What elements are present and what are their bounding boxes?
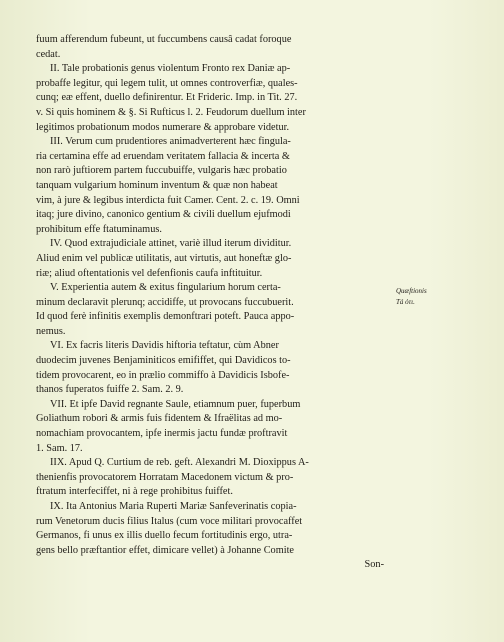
text-line: Goliathum robori & armis fuis fidentem & Ifraëlitas ad mo- [36, 413, 283, 425]
text-line: legitimos probationum modos numerare & approbare videtur. [36, 121, 290, 133]
text-line: nomachiam provocantem, ipfe inermis jactu fundæ proftravit [36, 428, 288, 440]
margin-note-line: Tá ỏτι. [396, 298, 415, 306]
text-line: cedat. [36, 48, 61, 60]
text-line: Aliud enim vel publicæ utilitatis, aut virtutis, aut honeftæ glo- [36, 252, 292, 264]
text-line: thenienfis provocatorem Horratam Macedonem victum & pro- [36, 471, 294, 483]
text-line: fuum afferendum fubeunt, ut fuccumbens causâ cadat foroque [36, 34, 292, 45]
text-line: thanos fuperatos fuiffe 2. Sam. 2. 9. [36, 384, 184, 396]
text-line: non rarò juftiorem partem fuccubuiffe, vulgaris hæc probatio [36, 165, 287, 177]
text-line: vim, à jure & legibus interdicta fuit Camer. Cent. 2. c. 19. Omni [36, 194, 300, 206]
text-line: IIX. Apud Q. Curtium de reb. geft. Alexandri M. Dioxippus A- [50, 457, 309, 469]
margin-note-line: Quæftionis [396, 287, 427, 295]
text-line: v. Si quis hominem & §. Si Rufticus l. 2. Feudorum duellum inter [36, 106, 306, 118]
margin-note [396, 286, 456, 308]
text-line: ftratum interfeciffet, ni à rege prohibitus fuiffet. [36, 486, 233, 498]
text-line: V. Experientia autem & exitus fingularium horum certa- [50, 282, 281, 294]
text-line: nemus. [36, 325, 66, 337]
text-line: prohibitum effe ftatuminamus. [36, 223, 162, 235]
text-line: VI. Ex facris literis Davidis hiftoria teftatur, cùm Abner [50, 340, 279, 352]
text-line: duodecim juvenes Benjaminiticos emififfet, qui Davidicos to- [36, 355, 291, 367]
text-line: rum Venetorum ducis filius Italus (cum voce militari provocaffet [36, 515, 303, 527]
text-line: itaq; jure divino, canonico gentium & civili duellum ejufmodi [36, 209, 291, 221]
text-line: riæ; aliud oftentationis vel defenfionis caufa inftituitur. [36, 267, 263, 279]
text-line: IX. Ita Antonius Maria Ruperti Mariæ Sanfeverinatis copia- [50, 501, 297, 512]
text-line: tanquam vulgarium hominum inventum & quæ non habeat [36, 179, 278, 191]
text-line: Germanos, fi unus ex illis duello fecum fortitudinis ergo, utra- [36, 530, 293, 542]
text-line: ria certamina effe ad eruendam veritatem fallacia & incerta & [36, 150, 290, 162]
text-line: cunq; eæ effent, duello definirentur. Et Frideric. Imp. in Tit. 27. [36, 92, 298, 104]
text-line: tidem provocarent, eo in prælio commiffo à Davidicis Isbofe- [36, 369, 290, 381]
text-line: II. Tale probationis genus violentum Fronto rex Daniæ ap- [50, 63, 291, 75]
text-line: III. Verum cum prudentiores animadverterent hæc fingula- [50, 136, 291, 148]
page-text [36, 33, 396, 573]
catchword: Son- [364, 559, 384, 571]
text-line: gens bello præftantior effet, dimicare vellet) à Johanne Comite [36, 544, 295, 556]
text-line: IV. Quod extrajudiciale attinet, variè illud iterum dividitur. [50, 238, 292, 250]
text-line: 1. Sam. 17. [36, 442, 83, 454]
text-line: probaffe legitur, qui legem tulit, ut omnes controverfiæ, quales- [36, 77, 298, 89]
text-line: minum declaravit plerunq; accidiffe, ut provocans fuccubuerit. [36, 296, 294, 308]
text-line: Id quod ferè infinitis exemplis demonftrari poteft. Pauca appo- [36, 311, 295, 323]
text-line: VII. Et ipfe David regnante Saule, etiamnum puer, fuperbum [50, 398, 301, 410]
